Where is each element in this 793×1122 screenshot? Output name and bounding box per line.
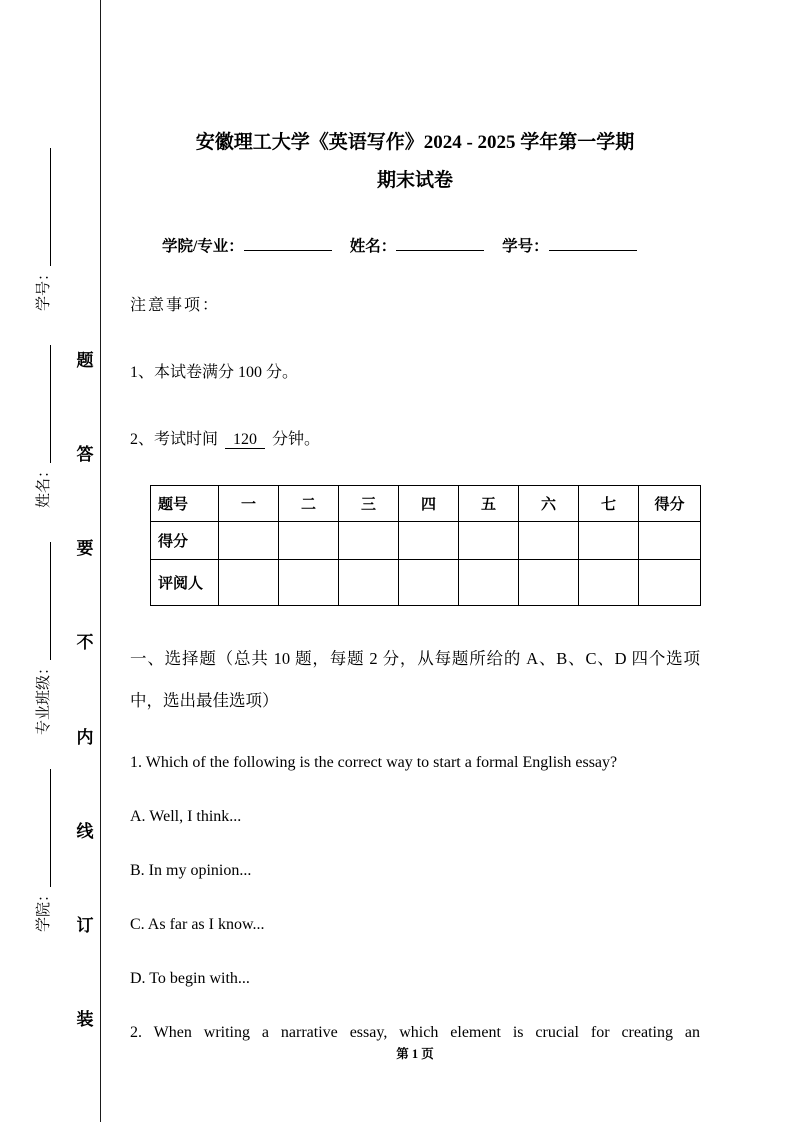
binding-student-info-fields [26, 94, 58, 932]
score-cell-empty [459, 522, 519, 560]
college-major-label: 学院/专业： [162, 238, 244, 255]
note-item-total-score: 1、本试卷满分 100 分。 [130, 364, 299, 381]
binding-warning-char: 线 [76, 821, 94, 841]
binding-field-student-id-blank [33, 148, 50, 266]
college-major-blank [244, 236, 332, 252]
binding-warning-char: 答 [76, 445, 94, 465]
binding-field-class-label: 专业班级： [34, 659, 52, 735]
score-table-score-row [151, 522, 701, 560]
score-table-header-cell: 二 [279, 486, 339, 522]
question-1-option-c: C. As far as I know... [130, 916, 265, 933]
binding-warning-text [70, 346, 100, 1030]
exam-content [130, 0, 700, 1043]
score-table-header-cell: 五 [459, 486, 519, 522]
score-cell-empty [219, 522, 279, 560]
reviewer-cell-empty [459, 560, 519, 606]
notes-heading: 注意事项： [130, 297, 221, 314]
score-cell-empty [579, 522, 639, 560]
question-1-option-a: A. Well, I think... [130, 808, 242, 825]
reviewer-cell-empty [639, 560, 701, 606]
score-table-reviewer-row [151, 560, 701, 606]
binding-warning-char: 订 [76, 915, 94, 935]
binding-warning-char: 要 [76, 539, 94, 559]
reviewer-cell-empty [219, 560, 279, 606]
question-1-text: 1. Which of the following is the correct way to start a formal English essay? [130, 754, 618, 771]
question-1-option-b: B. In my opinion... [130, 862, 252, 879]
reviewer-cell-empty [579, 560, 639, 606]
name-blank [396, 236, 484, 252]
binding-field-college [32, 769, 53, 932]
binding-field-name-blank [33, 345, 50, 463]
student-info-form [162, 234, 700, 256]
exam-title-line1: 安徽理工大学《英语写作》2024 - 2025 学年第一学期 [195, 132, 635, 153]
student-id-label: 学号： [502, 238, 549, 255]
score-table-header-cell: 题号 [151, 486, 219, 522]
score-table-header-cell: 六 [519, 486, 579, 522]
page-number-footer: 第 1 页 [396, 1047, 434, 1061]
note-item-exam-duration [130, 426, 700, 449]
binding-field-college-blank [33, 769, 50, 887]
score-cell-empty [639, 522, 701, 560]
score-table-header-cell: 七 [579, 486, 639, 522]
binding-field-name-label: 姓名： [34, 462, 52, 508]
binding-warning-char: 内 [76, 727, 94, 747]
question-2-text: 2. When writing a narrative essay, which element is crucial for creating an [130, 1024, 700, 1041]
binding-field-class [32, 542, 53, 735]
score-table-header-cell: 四 [399, 486, 459, 522]
binding-field-name [32, 345, 53, 508]
binding-warning-char: 题 [76, 351, 94, 370]
duration-suffix: 分钟。 [272, 431, 321, 448]
student-id-blank [549, 236, 637, 252]
section-one-heading: 一、选择题（总共 10 题，每题 2 分，从每题所给的 A、B、C、D 四个选项中，选出最佳选项） [130, 649, 700, 710]
name-label: 姓名： [349, 238, 397, 255]
binding-separator-line [100, 0, 101, 1122]
binding-field-student-id-label: 学号： [34, 265, 52, 311]
reviewer-cell-empty [279, 560, 339, 606]
binding-field-class-blank [33, 542, 50, 660]
score-table-header-cell: 得分 [639, 486, 701, 522]
binding-field-college-label: 学院： [34, 886, 52, 932]
exam-title-block [130, 124, 700, 200]
binding-warning-char: 装 [76, 1009, 94, 1029]
score-cell-empty [519, 522, 579, 560]
score-table-header-cell: 一 [219, 486, 279, 522]
binding-field-student-id [32, 148, 53, 311]
score-table-header-cell: 三 [339, 486, 399, 522]
reviewer-row-label: 评阅人 [151, 560, 219, 606]
reviewer-cell-empty [519, 560, 579, 606]
exam-title-line2: 期末试卷 [376, 170, 453, 191]
reviewer-cell-empty [339, 560, 399, 606]
binding-warning-char: 不 [76, 633, 94, 653]
question-1-option-d: D. To begin with... [130, 970, 250, 987]
score-table-header-row [151, 486, 701, 522]
duration-prefix: 2、考试时间 [130, 431, 219, 448]
score-cell-empty [399, 522, 459, 560]
score-table [150, 485, 701, 606]
reviewer-cell-empty [399, 560, 459, 606]
score-cell-empty [339, 522, 399, 560]
score-cell-empty [279, 522, 339, 560]
duration-value: 120 [225, 431, 265, 449]
score-row-label: 得分 [151, 522, 219, 560]
